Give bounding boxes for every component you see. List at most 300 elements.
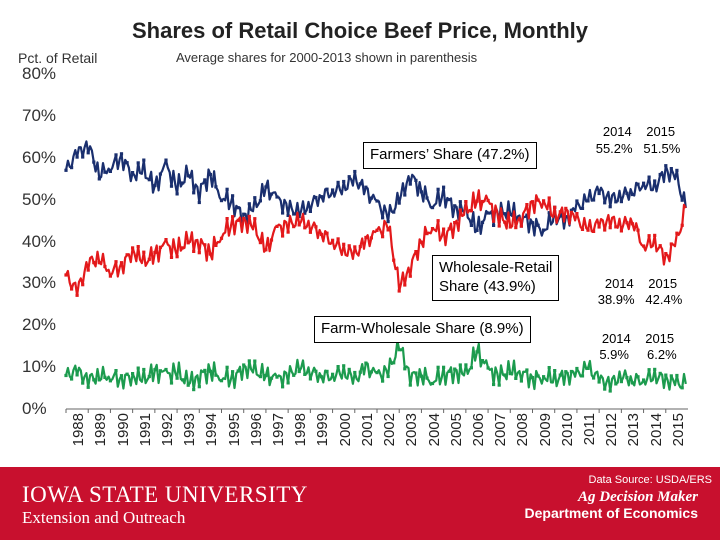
data-point — [659, 372, 662, 375]
y-tick-label: 60% — [22, 147, 57, 167]
data-point — [176, 192, 179, 195]
data-point — [381, 380, 384, 383]
data-point — [353, 371, 356, 374]
data-point — [564, 370, 567, 373]
data-point — [214, 374, 217, 377]
data-point — [475, 229, 478, 232]
data-point — [275, 225, 278, 228]
data-point — [142, 368, 145, 371]
data-point — [142, 251, 145, 254]
data-point — [648, 234, 651, 237]
data-point — [581, 374, 584, 377]
data-point — [437, 219, 440, 222]
data-point — [442, 228, 445, 231]
data-point — [381, 235, 384, 238]
data-point — [475, 350, 478, 353]
data-point — [425, 196, 428, 199]
farm-wholesale-annotation: Farm-Wholesale Share (8.9%) — [314, 316, 531, 343]
data-point — [464, 200, 467, 203]
data-point — [64, 273, 67, 276]
data-point — [598, 192, 601, 195]
data-point — [231, 370, 234, 373]
data-point — [348, 368, 351, 371]
data-point — [670, 242, 673, 245]
wholesale-retail-years: 2014 2015 — [604, 276, 678, 291]
data-point — [442, 186, 445, 189]
data-point — [481, 221, 484, 224]
data-point — [81, 283, 84, 286]
data-point — [70, 377, 73, 380]
data-point — [81, 382, 84, 385]
data-point — [570, 211, 573, 214]
data-point — [653, 179, 656, 182]
data-point — [103, 376, 106, 379]
data-point — [681, 386, 684, 389]
data-point — [287, 231, 290, 234]
data-point — [153, 184, 156, 187]
data-point — [120, 374, 123, 377]
data-point — [325, 232, 328, 235]
data-point — [242, 217, 245, 220]
data-point — [448, 227, 451, 230]
data-point — [648, 368, 651, 371]
data-point — [114, 260, 117, 263]
data-point — [264, 248, 267, 251]
data-point — [253, 196, 256, 199]
data-point — [481, 200, 484, 203]
data-point — [470, 366, 473, 369]
x-tick-label: 1995 — [225, 413, 243, 447]
data-point — [420, 375, 423, 378]
data-point — [409, 384, 412, 387]
data-point — [409, 275, 412, 278]
data-point — [459, 200, 462, 203]
data-point — [148, 178, 151, 181]
data-point — [164, 159, 167, 162]
data-point — [325, 188, 328, 191]
data-point — [142, 159, 145, 162]
data-point — [392, 211, 395, 214]
data-point — [548, 366, 551, 369]
wholesale-retail-line1: Wholesale-Retail — [439, 259, 553, 276]
data-point — [542, 229, 545, 232]
data-point — [120, 152, 123, 155]
data-point — [387, 375, 390, 378]
data-point — [431, 227, 434, 230]
data-point — [114, 153, 117, 156]
data-point — [525, 368, 528, 371]
data-point — [203, 178, 206, 181]
data-point — [609, 389, 612, 392]
data-point — [164, 238, 167, 241]
x-tick-label: 2003 — [403, 413, 421, 447]
data-point — [325, 370, 328, 373]
data-point — [531, 200, 534, 203]
data-point — [359, 182, 362, 185]
data-point — [403, 367, 406, 370]
data-point — [309, 231, 312, 234]
data-point — [120, 261, 123, 264]
data-point — [642, 182, 645, 185]
data-point — [592, 198, 595, 201]
data-point — [509, 225, 512, 228]
data-point — [620, 229, 623, 232]
farmers-share-annotation: Farmers’ Share (47.2%) — [363, 142, 537, 169]
data-point — [181, 181, 184, 184]
data-point — [670, 374, 673, 377]
data-point — [653, 368, 656, 371]
data-point — [675, 374, 678, 377]
data-point — [98, 378, 101, 381]
data-point — [609, 205, 612, 208]
data-point — [636, 229, 639, 232]
data-point — [192, 250, 195, 253]
data-point — [414, 179, 417, 182]
data-point — [470, 209, 473, 212]
data-point — [625, 376, 628, 379]
data-point — [137, 367, 140, 370]
data-point — [525, 203, 528, 206]
data-point — [403, 193, 406, 196]
data-point — [226, 188, 229, 191]
y-tick-label: 20% — [22, 315, 57, 335]
data-point — [487, 366, 490, 369]
data-point — [253, 360, 256, 363]
data-point — [609, 226, 612, 229]
data-point — [309, 210, 312, 213]
data-point — [359, 371, 362, 374]
data-point — [575, 367, 578, 370]
wholesale-retail-annotation — [432, 255, 559, 301]
data-point — [320, 375, 323, 378]
data-point — [192, 388, 195, 391]
data-point — [337, 181, 340, 184]
y-tick-label: 50% — [22, 189, 57, 209]
department-of-economics: Department of Economics — [524, 505, 698, 521]
data-point — [298, 223, 301, 226]
data-point — [337, 365, 340, 368]
data-point — [342, 243, 345, 246]
data-point — [281, 385, 284, 388]
data-point — [448, 198, 451, 201]
data-point — [614, 200, 617, 203]
data-point — [148, 258, 151, 261]
data-point — [303, 373, 306, 376]
x-tick-label: 1989 — [92, 413, 110, 447]
data-point — [648, 176, 651, 179]
data-point — [248, 202, 251, 205]
data-point — [681, 199, 684, 202]
x-tick-label: 2012 — [603, 413, 621, 447]
data-point — [414, 250, 417, 253]
x-tick-label: 2010 — [558, 413, 576, 447]
data-point — [181, 246, 184, 249]
y-tick-label: 10% — [22, 357, 57, 377]
data-point — [314, 370, 317, 373]
wholesale-retail-line2: Share (43.9%) — [439, 277, 536, 295]
data-point — [481, 359, 484, 362]
data-point — [159, 246, 162, 249]
data-point — [631, 193, 634, 196]
data-point — [275, 195, 278, 198]
data-point — [625, 221, 628, 224]
data-point — [109, 379, 112, 382]
data-point — [64, 169, 67, 172]
data-point — [503, 212, 506, 215]
data-point — [636, 375, 639, 378]
data-point — [603, 228, 606, 231]
data-point — [331, 373, 334, 376]
chart-title: Shares of Retail Choice Beef Price, Monthly — [131, 18, 588, 43]
x-tick-label: 1998 — [292, 413, 310, 447]
data-point — [198, 251, 201, 254]
data-point — [681, 224, 684, 227]
data-point — [270, 377, 273, 380]
data-point — [248, 215, 251, 218]
data-point — [137, 245, 140, 248]
data-point — [398, 348, 401, 351]
data-point — [348, 175, 351, 178]
x-tick-label: 2015 — [669, 413, 687, 447]
data-point — [270, 238, 273, 241]
data-point — [348, 244, 351, 247]
data-point — [620, 380, 623, 383]
data-point — [531, 376, 534, 379]
data-point — [670, 167, 673, 170]
data-point — [359, 245, 362, 248]
data-point — [392, 259, 395, 262]
data-point — [387, 220, 390, 223]
data-point — [214, 244, 217, 247]
data-point — [509, 372, 512, 375]
data-point — [431, 382, 434, 385]
data-point — [126, 373, 129, 376]
data-point — [92, 161, 95, 164]
data-point — [420, 190, 423, 193]
data-point — [64, 374, 67, 377]
data-point — [592, 230, 595, 233]
data-point — [131, 171, 134, 174]
x-tick-label: 2008 — [514, 413, 532, 447]
x-tick-label: 2013 — [625, 413, 643, 447]
data-point — [292, 374, 295, 377]
data-point — [114, 369, 117, 372]
data-point — [631, 222, 634, 225]
x-tick-label: 1991 — [136, 413, 154, 447]
data-point — [226, 366, 229, 369]
data-point — [176, 255, 179, 258]
data-point — [126, 253, 129, 256]
data-point — [570, 370, 573, 373]
data-point — [453, 204, 456, 207]
data-point — [259, 375, 262, 378]
data-point — [131, 246, 134, 249]
data-point — [514, 226, 517, 229]
data-point — [153, 368, 156, 371]
x-tick-label: 1999 — [314, 413, 332, 447]
data-point — [442, 366, 445, 369]
data-point — [92, 261, 95, 264]
data-point — [70, 166, 73, 169]
data-point — [553, 206, 556, 209]
data-point — [220, 199, 223, 202]
data-point — [370, 370, 373, 373]
data-point — [242, 363, 245, 366]
data-point — [153, 251, 156, 254]
data-point — [203, 369, 206, 372]
data-point — [226, 217, 229, 220]
data-point — [437, 366, 440, 369]
data-point — [103, 265, 106, 268]
chart-subtitle: Average shares for 2000-2013 shown in parenthesis — [176, 50, 478, 65]
data-point — [309, 377, 312, 380]
data-point — [381, 216, 384, 219]
data-point — [187, 384, 190, 387]
data-point — [353, 170, 356, 173]
data-point — [403, 283, 406, 286]
x-tick-label: 2007 — [492, 413, 510, 447]
data-point — [159, 172, 162, 175]
data-point — [459, 363, 462, 366]
data-point — [214, 185, 217, 188]
data-point — [642, 244, 645, 247]
data-point — [198, 385, 201, 388]
data-point — [487, 199, 490, 202]
x-tick-label: 1988 — [70, 413, 88, 447]
data-point — [292, 225, 295, 228]
x-tick-label: 1996 — [247, 413, 265, 447]
data-point — [642, 378, 645, 381]
data-point — [281, 234, 284, 237]
data-point — [431, 206, 434, 209]
data-point — [131, 372, 134, 375]
data-point — [603, 388, 606, 391]
farmers-share-values: 55.2% 51.5% — [595, 141, 681, 156]
x-tick-label: 2004 — [425, 413, 443, 447]
data-point — [653, 234, 656, 237]
data-point — [375, 229, 378, 232]
data-point — [437, 188, 440, 191]
data-point — [70, 287, 73, 290]
data-point — [92, 378, 95, 381]
data-point — [592, 376, 595, 379]
university-wordmark: IOWA STATE UNIVERSITY — [22, 482, 308, 507]
data-point — [253, 217, 256, 220]
data-point — [209, 370, 212, 373]
data-point — [548, 196, 551, 199]
data-point — [387, 228, 390, 231]
y-tick-label: 0% — [22, 399, 47, 418]
data-point — [553, 369, 556, 372]
data-point — [453, 221, 456, 224]
data-point — [559, 210, 562, 213]
data-point — [675, 169, 678, 172]
data-point — [398, 289, 401, 292]
data-point — [409, 183, 412, 186]
data-point — [264, 185, 267, 188]
data-point — [364, 186, 367, 189]
data-point — [220, 379, 223, 382]
data-point — [176, 377, 179, 380]
data-point — [503, 373, 506, 376]
data-point — [598, 225, 601, 228]
data-point — [537, 374, 540, 377]
x-tick-label: 2006 — [469, 413, 487, 447]
data-point — [187, 241, 190, 244]
data-point — [159, 369, 162, 372]
data-point — [192, 191, 195, 194]
data-point — [137, 161, 140, 164]
data-point — [353, 245, 356, 248]
data-point — [237, 206, 240, 209]
data-point — [586, 367, 589, 370]
data-point — [264, 374, 267, 377]
wholesale-retail-values: 38.9% 42.4% — [597, 292, 683, 307]
data-point — [487, 211, 490, 214]
x-tick-label: 2000 — [336, 413, 354, 447]
data-point — [375, 371, 378, 374]
data-point — [220, 237, 223, 240]
data-point — [314, 196, 317, 199]
data-point — [659, 173, 662, 176]
data-point — [337, 237, 340, 240]
data-point — [170, 381, 173, 384]
data-point — [492, 224, 495, 227]
data-point — [281, 211, 284, 214]
data-point — [231, 194, 234, 197]
x-tick-label: 1990 — [114, 413, 132, 447]
data-point — [259, 241, 262, 244]
data-point — [76, 373, 79, 376]
data-point — [603, 201, 606, 204]
x-tick-label: 2009 — [536, 413, 554, 447]
data-point — [514, 377, 517, 380]
data-point — [314, 225, 317, 228]
data-point — [392, 361, 395, 364]
farm-wholesale-years: 2014 2015 — [601, 331, 675, 346]
data-point — [331, 239, 334, 242]
data-point — [109, 170, 112, 173]
data-point — [414, 371, 417, 374]
x-tick-label: 2001 — [358, 413, 376, 447]
x-tick-label: 1993 — [181, 413, 199, 447]
data-point — [475, 200, 478, 203]
data-point — [531, 221, 534, 224]
data-point — [564, 207, 567, 210]
x-tick-label: 1994 — [203, 413, 221, 447]
data-point — [209, 173, 212, 176]
data-point — [320, 195, 323, 198]
data-point — [303, 226, 306, 229]
data-point — [87, 269, 90, 272]
data-point — [625, 192, 628, 195]
data-point — [520, 379, 523, 382]
x-tick-label: 1992 — [158, 413, 176, 447]
data-point — [364, 362, 367, 365]
data-point — [425, 232, 428, 235]
data-point — [448, 370, 451, 373]
data-point — [498, 224, 501, 227]
data-point — [370, 197, 373, 200]
data-point — [103, 171, 106, 174]
x-tick-label: 2011 — [581, 413, 599, 446]
data-point — [459, 208, 462, 211]
y-axis-label: Pct. of Retail — [18, 50, 98, 66]
data-point — [464, 363, 467, 366]
wholesale-retail-line — [66, 190, 686, 295]
data-point — [237, 369, 240, 372]
x-tick-label: 2014 — [647, 413, 665, 447]
